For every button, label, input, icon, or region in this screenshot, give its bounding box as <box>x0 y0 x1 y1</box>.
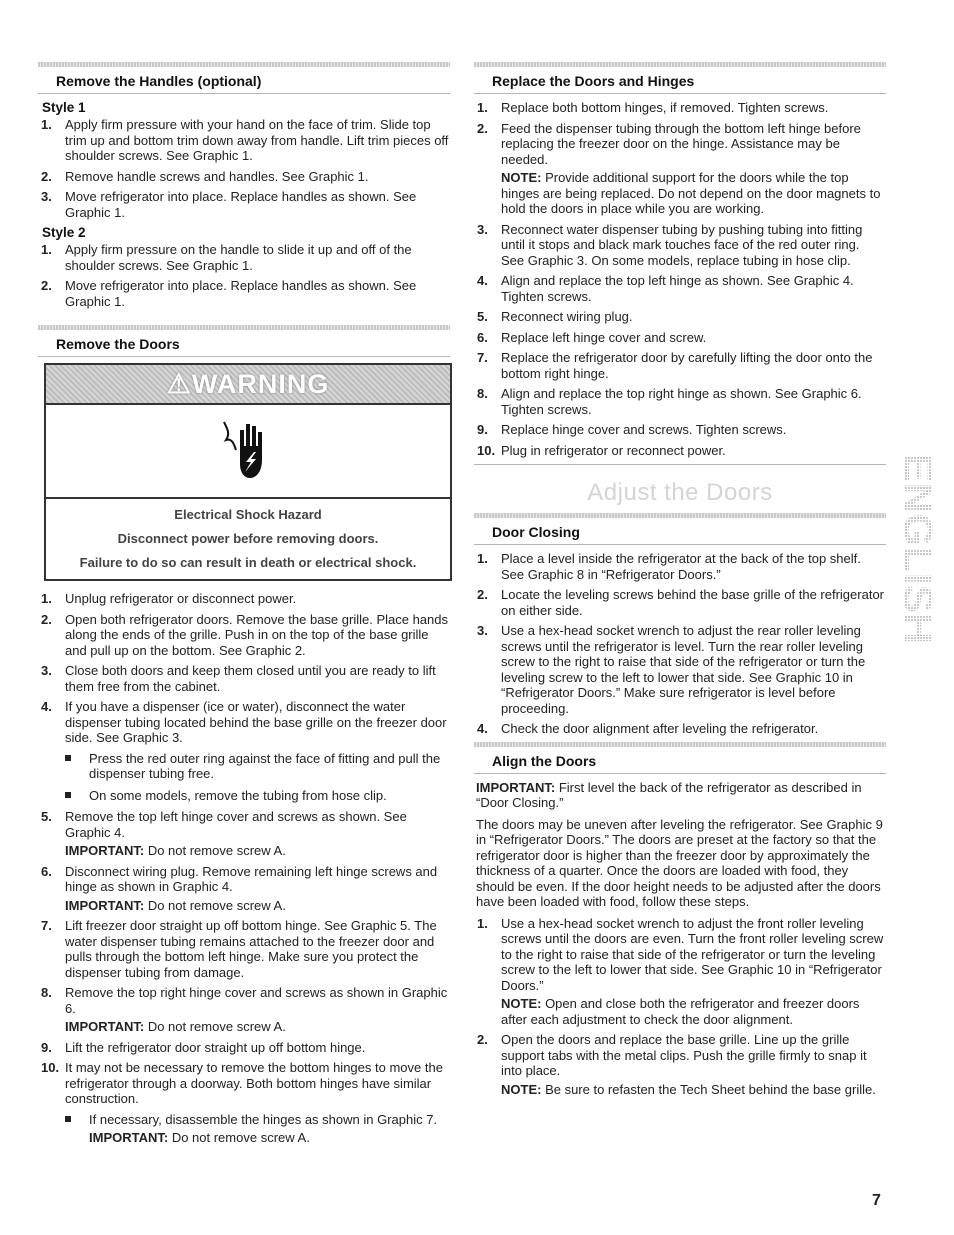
header-rule <box>474 93 886 94</box>
section-header-align <box>474 742 886 774</box>
hazard-title: Electrical Shock Hazard <box>174 507 322 522</box>
list-item: 8. Align and replace the top right hinge as shown. See Graphic 6. Tighten screws. <box>477 386 862 417</box>
list-item: 7. Replace the refrigerator door by carefully lifting the door onto the bottom right hinge. <box>477 350 873 381</box>
list-item: 4. Check the door alignment after leveling the refrigerator. <box>477 721 819 736</box>
header-rule <box>38 93 450 94</box>
list-item: 2. Move refrigerator into place. Replace handles as shown. See Graphic 1. <box>41 278 417 309</box>
section-title-handles: Remove the Handles (optional) <box>56 73 262 89</box>
important-note: IMPORTANT: Do not remove screw A. <box>89 1130 310 1145</box>
note: NOTE: Open and close both the refrigerator and freezer doors after each adjustment to check the door alignment. <box>501 996 860 1027</box>
header-bar <box>474 513 886 518</box>
header-bar <box>474 62 886 67</box>
important-note: IMPORTANT: Do not remove screw A. <box>65 1019 286 1034</box>
side-tab-label: ENGLISH <box>895 454 940 632</box>
section-title-align-doors: Align the Doors <box>492 752 597 769</box>
list-item: 2. Feed the dispenser tubing through the bottom left hinge before replacing the freezer door on the hinge. Assistance may be needed. NOTE: Provide additional support for the doors while the top hinges are being replaced. Do not depend on the door magnets to hold the doors in place while you are working. <box>474 121 886 217</box>
right-column <box>474 56 886 1102</box>
section-header-handles <box>38 56 450 94</box>
list-item: 1. Use a hex-head socket wrench to adjust the front roller leveling screws until the doors are even. Turn the front roller leveling screw to the right to raise that side of the refrigerator or turn the leveling screw to the left to lower that side. See Graphic 10 in “Refrigerator Doors.” NOTE: Open and close both the refrigerator and freezer doors after each adjustment to check the door alignment. <box>474 916 886 1028</box>
language-side-tab <box>895 450 940 650</box>
list-item: 10. It may not be necessary to remove the bottom hinges to move the refrigerator through a doorway. Both bottom hinges have similar construction. <box>41 1060 443 1106</box>
warning-line-1: Disconnect power before removing doors. <box>117 531 379 546</box>
list-replace <box>474 100 886 458</box>
warning-header <box>46 365 450 405</box>
list-item: 5. Remove the top left hinge cover and screws as shown. See Graphic 4. IMPORTANT: Do not remove screw A. <box>38 809 450 859</box>
major-heading-adjust-doors: Adjust the Doors <box>587 479 773 506</box>
list-align-doors <box>474 916 886 1098</box>
bullet-item: Press the red outer ring against the face of fitting and pull the dispenser tubing free. <box>38 751 450 782</box>
warning-title: ⚠WARNING <box>166 368 330 399</box>
list-item: 3. Move refrigerator into place. Replace handles as shown. See Graphic 1. <box>41 189 417 220</box>
section-header-closing <box>474 513 886 545</box>
header-rule <box>474 544 886 545</box>
divider <box>474 464 886 465</box>
list-item: 2. Open both refrigerator doors. Remove the base grille. Place hands along the ends of the grille. Push in on the top of the base grille and pull up on the bottom. See Graphic 2. <box>41 611 448 658</box>
bullet-square <box>65 1116 71 1122</box>
list-item: 2. Remove handle screws and handles. See Graphic 1. <box>41 168 369 184</box>
list-item: 5. Reconnect wiring plug. <box>477 309 633 324</box>
list-style-2 <box>38 242 450 309</box>
list-item: 9. Replace hinge cover and screws. Tighten screws. <box>477 422 787 437</box>
warning-line-2: Failure to do so can result in death or electrical shock. <box>79 555 417 570</box>
list-item: 10. Plug in refrigerator or reconnect power. <box>477 442 726 458</box>
list-item: 1. Place a level inside the refrigerator at the back of the top shelf. See Graphic 8 in “Refrigerator Doors.” <box>477 551 861 582</box>
section-header-doors <box>38 319 450 357</box>
header-bar <box>38 325 450 330</box>
list-item: 2. Locate the leveling screws behind the base grille of the refrigerator on either side. <box>477 587 884 618</box>
subheading-style-2: Style 2 <box>42 225 86 240</box>
list-style-1 <box>38 117 450 220</box>
important-paragraph: IMPORTANT: First level the back of the refrigerator as described in “Door Closing.” <box>476 779 862 810</box>
page-number: 7 <box>872 1192 881 1209</box>
left-column <box>38 56 450 1152</box>
section-header-replace <box>474 56 886 94</box>
warning-text <box>46 499 450 579</box>
note: NOTE: Be sure to refasten the Tech Sheet behind the base grille. <box>501 1081 876 1097</box>
list-item: 4. If you have a dispenser (ice or water), disconnect the water dispenser tubing located behind the base grille on the freezer door side. See Graphic 3. <box>41 699 447 745</box>
list-item: 4. Align and replace the top left hinge as shown. See Graphic 4. Tighten screws. <box>477 273 854 304</box>
side-tab-graphic <box>895 450 940 650</box>
list-item: 1. Unplug refrigerator or disconnect power. <box>41 591 297 606</box>
list-item: 3. Reconnect water dispenser tubing by pushing tubing into fitting until it stops and black mark touches face of the red outer ring. See Graphic 3. On some models, replace tubing in hose clip. <box>477 221 863 268</box>
list-item: 1. Apply firm pressure on the handle to slide it up and off of the shoulder screws. See Graphic 1. <box>41 242 412 273</box>
list-item: 1. Apply firm pressure with your hand on the face of trim. Slide top trim up and bottom trim down away from handle. Lift trim pieces off shoulder screws. See Graphic 1. <box>41 117 449 163</box>
list-item: 6. Disconnect wiring plug. Remove remaining left hinge screws and hinge as shown in Graphic 4. IMPORTANT: Do not remove screw A. <box>38 864 450 914</box>
hand-lightning-icon <box>218 416 278 486</box>
important-note: IMPORTANT: Do not remove screw A. <box>65 843 286 858</box>
bullet-square <box>65 792 71 798</box>
header-rule <box>474 773 886 774</box>
list-remove-doors <box>38 591 450 746</box>
section-title-remove-doors: Remove the Doors <box>56 336 180 352</box>
section-title-replace: Replace the Doors and Hinges <box>492 73 695 89</box>
header-bar <box>38 62 450 67</box>
note: NOTE: Provide additional support for the doors while the top hinges are being replaced. Do not depend on the door magnets to hold the doors in place while you are working. <box>501 170 881 216</box>
header-rule <box>38 356 450 357</box>
list-item: 3. Use a hex-head socket wrench to adjust the rear roller leveling screws until the refrigerator is level. Turn the rear roller leveling screw to the right to raise that side of the refrigerator or turn the leveling screw to the left to lower that side. See Graphic 10 in “Refrigerator Doors.” Make sure refrigerator is level before proceeding. <box>477 623 866 716</box>
header-bar <box>474 742 886 747</box>
list-item: 6. Replace left hinge cover and screw. <box>477 329 707 345</box>
subheading-style-1: Style 1 <box>42 100 86 115</box>
shock-hazard-icon <box>46 405 450 499</box>
list-item: 1. Replace both bottom hinges, if removed. Tighten screws. <box>477 100 829 115</box>
body-paragraph: The doors may be uneven after leveling the refrigerator. See Graphic 9 in “Refrigerator Doors.” The doors are preset at the factory so that the refrigerator door is higher than the freezer door by approximately the thickness of a quarter. Once the doors are loaded with food, they should be even. If the door height needs to be adjusted after the doors have been loaded with food, follow these steps. <box>476 816 883 909</box>
list-item: 9. Lift the refrigerator door straight up off bottom hinge. <box>41 1039 366 1055</box>
bullet-square <box>65 755 71 761</box>
list-door-closing <box>474 551 886 737</box>
list-remove-doors-cont <box>38 809 450 1107</box>
list-item: 7. Lift freezer door straight up off bottom hinge. See Graphic 5. The water dispenser tubing remains attached to the freezer door and pulls through the bottom left hinge. Make sure you protect the dispenser tubing from damage. <box>41 918 437 980</box>
bullet-item: If necessary, disassemble the hinges as shown in Graphic 7. IMPORTANT: Do not remove screw A. <box>38 1112 450 1146</box>
bullet-item: On some models, remove the tubing from hose clip. <box>38 788 450 804</box>
section-title-door-closing: Door Closing <box>492 524 580 540</box>
list-item: 2. Open the doors and replace the base grille. Line up the grille support tabs with the metal clips. Push the grille firmly to snap it into place. NOTE: Be sure to refasten the Tech Sheet behind the base grille. <box>474 1032 886 1097</box>
important-note: IMPORTANT: Do not remove screw A. <box>65 897 286 913</box>
list-item: 3. Close both doors and keep them closed until you are ready to lift them free from the cabinet. <box>41 663 436 694</box>
warning-box <box>44 363 452 581</box>
list-item: 8. Remove the top right hinge cover and screws as shown in Graphic 6. IMPORTANT: Do not remove screw A. <box>38 985 450 1035</box>
